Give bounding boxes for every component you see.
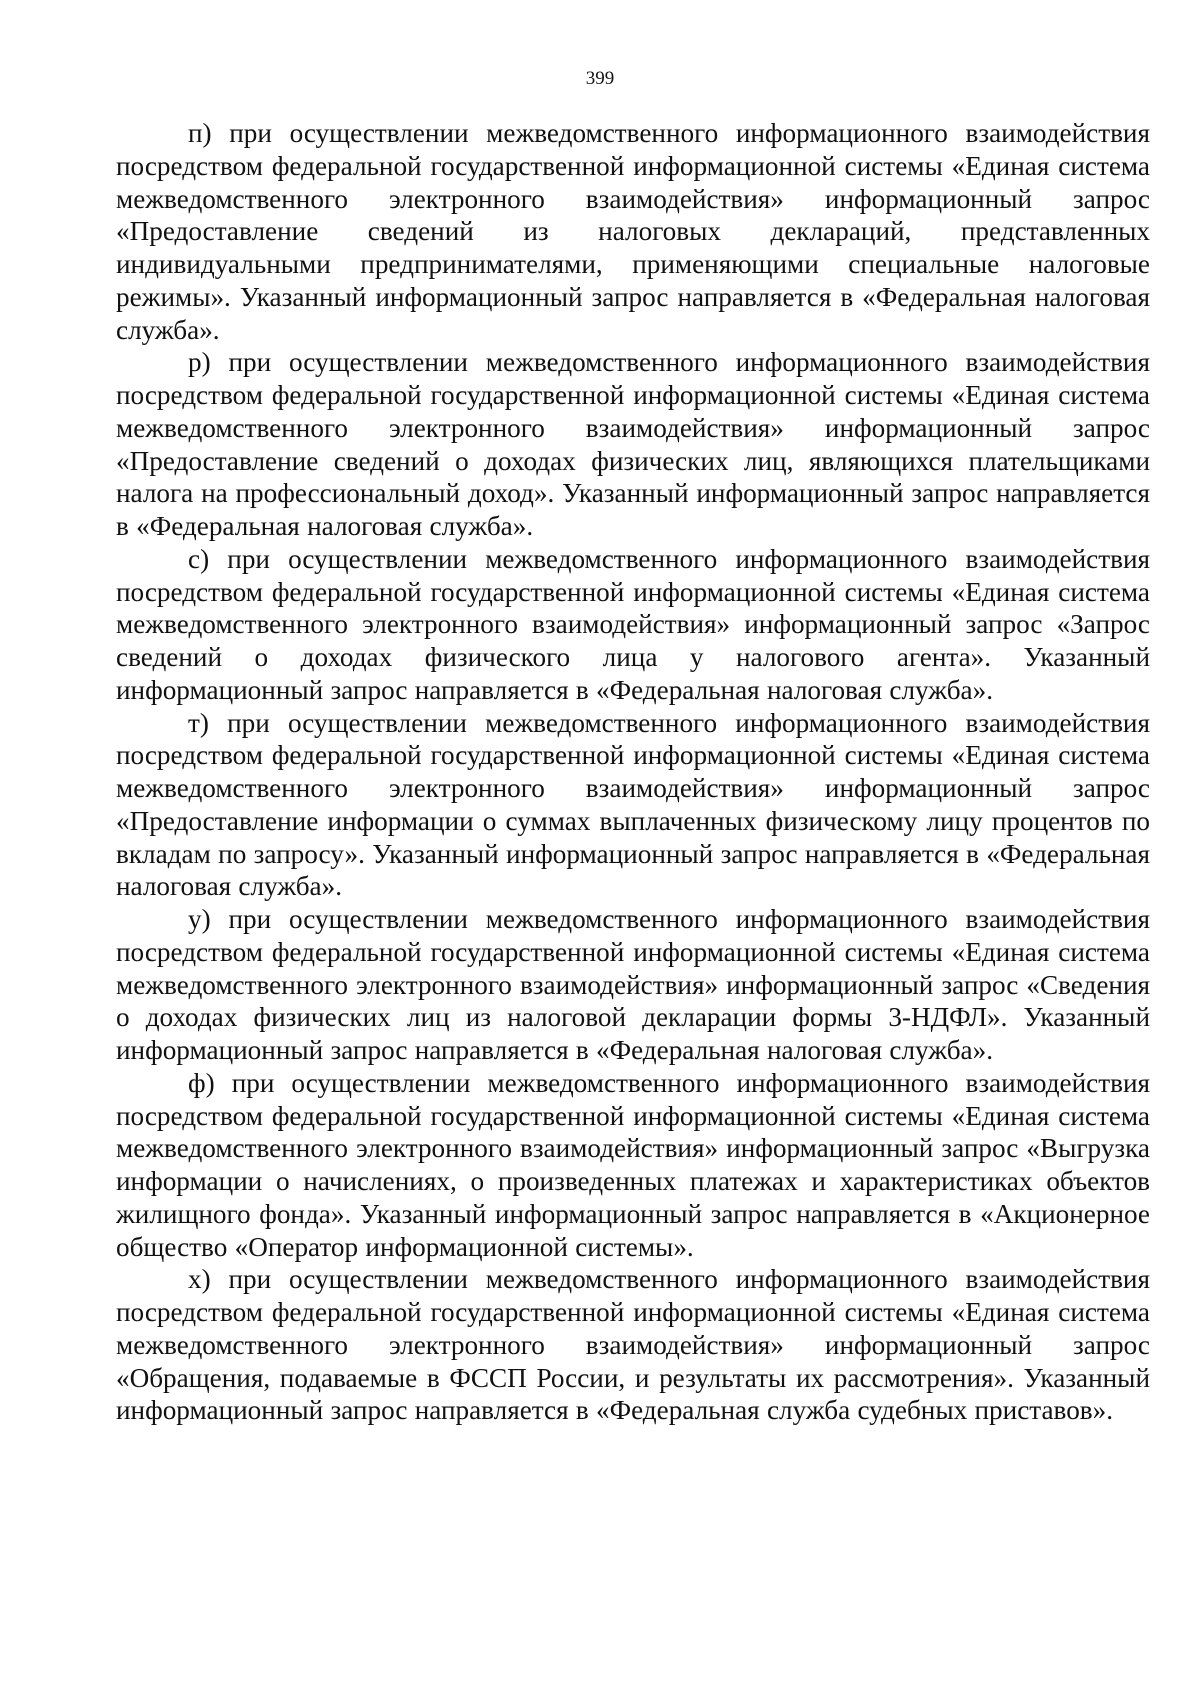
paragraph-marker: ф) xyxy=(188,1067,215,1098)
paragraph-marker: т) xyxy=(188,707,209,738)
paragraph-text: при осуществлении межведомственного информационного взаимодействия посредством федеральной государственной информационной системы «Единая система межведомственного электронного взаимодействия» информационный запрос «Предоставление информации о суммах выплаченных физическому лицу процентов по вкладам по запросу». Указанный информационный запрос направляется в «Федеральная налоговая служба». xyxy=(116,707,1150,902)
paragraph-marker: р) xyxy=(188,347,211,378)
paragraph-p xyxy=(116,117,1150,346)
paragraph-text: при осуществлении межведомственного информационного взаимодействия посредством федеральной государственной информационной системы «Единая система межведомственного электронного взаимодействия» информационный запрос «Запрос сведений о доходах физического лица у налогового агента». Указанный информационный запрос направляется в «Федеральная налоговая служба». xyxy=(116,543,1150,705)
paragraph-t xyxy=(116,707,1150,904)
paragraph-marker: х) xyxy=(188,1264,211,1295)
paragraph-text: при осуществлении межведомственного информационного взаимодействия посредством федеральной государственной информационной системы «Единая система межведомственного электронного взаимодействия» информационный запрос «Обращения, подаваемые в ФССП России, и результаты их рассмотрения». Указанный информационный запрос направляется в «Федеральная служба судебных приставов». xyxy=(116,1264,1150,1426)
paragraph-text: при осуществлении межведомственного информационного взаимодействия посредством федеральной государственной информационной системы «Единая система межведомственного электронного взаимодействия» информационный запрос «Предоставление сведений из налоговых деклараций, представленных индивидуальными предпринимателями, применяющими специальные налоговые режимы». Указанный информационный запрос направляется в «Федеральная налоговая служба». xyxy=(116,118,1150,345)
paragraph-u xyxy=(116,903,1150,1067)
paragraph-f xyxy=(116,1067,1150,1264)
paragraph-s xyxy=(116,543,1150,707)
paragraph-marker: у) xyxy=(188,904,211,934)
paragraph-kh xyxy=(116,1263,1150,1427)
paragraph-text: при осуществлении межведомственного информационного взаимодействия посредством федеральной государственной информационной системы «Единая система межведомственного электронного взаимодействия» информационный запрос «Выгрузка информации о начислениях, о произведенных платежах и характеристиках объектов жилищного фонда». Указанный информационный запрос направляется в «Акционерное общество «Оператор информационной системы». xyxy=(116,1067,1150,1262)
page-number: 399 xyxy=(585,68,615,89)
paragraph-text: при осуществлении межведомственного информационного взаимодействия посредством федеральной государственной информационной системы «Единая система межведомственного электронного взаимодействия» информационный запрос «Сведения о доходах физических лиц из налоговой декларации формы 3-НДФЛ». Указанный информационный запрос направляется в «Федеральная налоговая служба». xyxy=(116,904,1150,1065)
paragraph-marker: п) xyxy=(188,118,212,148)
document-body xyxy=(116,117,1150,1427)
paragraph-r xyxy=(116,346,1150,543)
paragraph-marker: с) xyxy=(188,543,210,574)
paragraph-text: при осуществлении межведомственного информационного взаимодействия посредством федеральной государственной информационной системы «Единая система межведомственного электронного взаимодействия» информационный запрос «Предоставление сведений о доходах физических лиц, являющихся плательщиками налога на профессиональный доход». Указанный информационный запрос направляется в «Федеральная налоговая служба». xyxy=(116,347,1150,541)
